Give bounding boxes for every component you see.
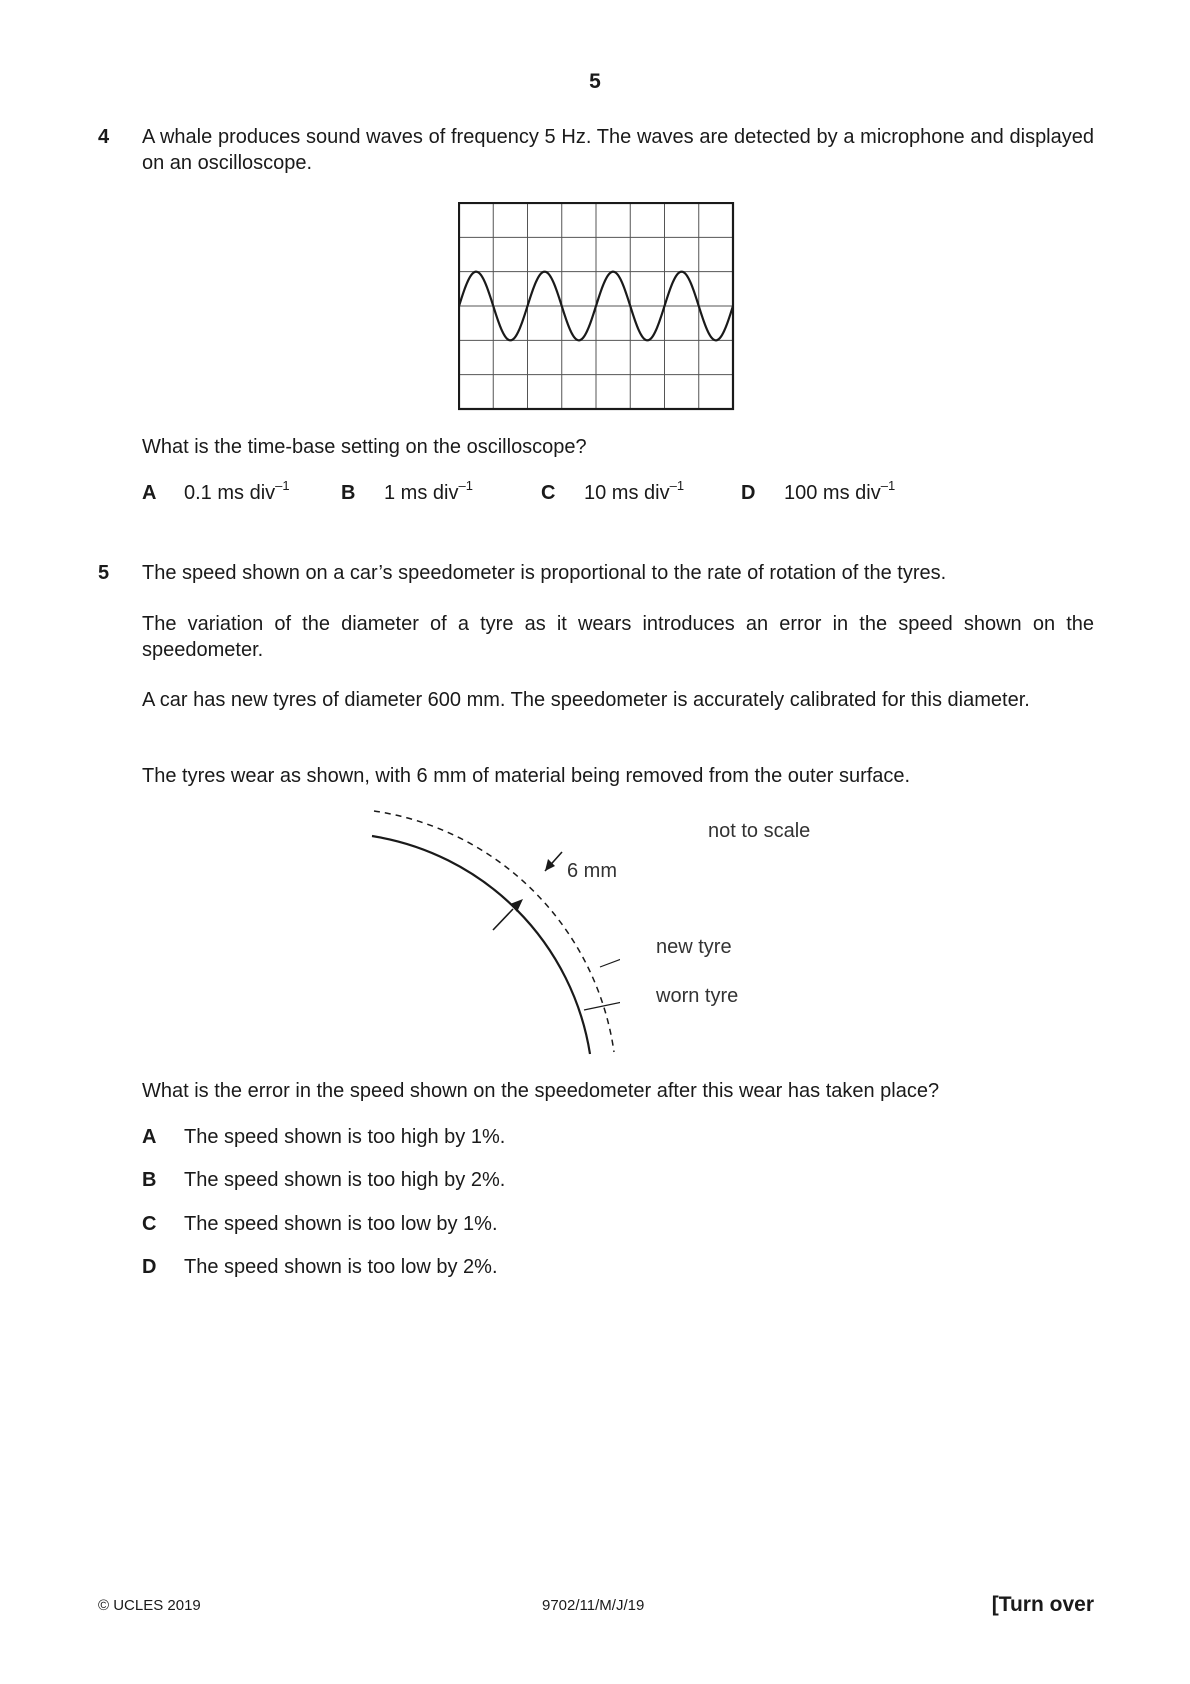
q5-option-letter: B — [142, 1169, 157, 1191]
q5-option-letter: C — [142, 1213, 157, 1235]
q4-option-b[interactable] — [341, 482, 355, 505]
q4-option-letter: B — [341, 482, 356, 504]
q5-option-c-text: The speed shown is too low by 1%. — [184, 1213, 498, 1235]
new-tyre-leader — [600, 946, 620, 967]
question-5-number: 5 — [98, 562, 110, 584]
q5-option-b-text: The speed shown is too high by 2%. — [184, 1169, 506, 1191]
q4-option-c[interactable] — [541, 482, 555, 505]
question-5-para-4: The tyres wear as shown, with 6 mm of material being removed from the outer surface. — [142, 765, 911, 787]
dimension-arrow-inner — [493, 909, 513, 930]
q5-option-b[interactable] — [142, 1169, 156, 1192]
q4-option-letter: C — [541, 482, 556, 504]
q4-option-letter: A — [142, 482, 157, 504]
q5-option-d-text: The speed shown is too low by 2%. — [184, 1256, 498, 1278]
question-5-prompt: What is the error in the speed shown on the speedometer after this wear has taken place? — [142, 1080, 940, 1102]
not-to-scale-note: not to scale — [708, 820, 811, 842]
q4-option-d[interactable] — [741, 482, 755, 505]
question-4-prompt: What is the time-base setting on the oscilloscope? — [142, 436, 587, 458]
page-number: 5 — [589, 70, 601, 93]
oscilloscope-screen — [458, 202, 736, 412]
q5-option-a[interactable] — [142, 1126, 156, 1149]
worn-tyre-outline — [372, 836, 590, 1054]
footer-copyright: © UCLES 2019 — [98, 1597, 201, 1614]
q5-option-a-text: The speed shown is too high by 1%. — [184, 1126, 506, 1148]
q4-option-a-value: 0.1 ms div$^{-1}$ — [184, 478, 290, 504]
q4-option-c-value: 10 ms div$^{-1}$ — [584, 478, 685, 504]
q5-option-c[interactable] — [142, 1213, 156, 1236]
question-5-para-2: The variation of the diameter of a tyre as it wears introduces an error in the speed shown on the speedometer. — [142, 613, 1094, 661]
question-4-stem: A whale produces sound waves of frequency 5 Hz. The waves are detected by a microphone and displayed on an oscilloscope. — [142, 126, 1094, 174]
turn-over-label: [Turn over — [991, 1593, 1094, 1616]
q4-option-letter: D — [741, 482, 756, 504]
q4-option-b-value: 1 ms div$^{-1}$ — [384, 478, 473, 504]
q5-option-d[interactable] — [142, 1256, 156, 1279]
tyre-wear-diagram — [360, 805, 620, 1065]
footer-paper-code: 9702/11/M/J/19 — [542, 1597, 645, 1614]
question-5-para-3: A car has new tyres of diameter 600 mm. The speedometer is accurately calibrated for this diameter. — [142, 689, 1030, 711]
q4-option-d-value: 100 ms div$^{-1}$ — [784, 478, 896, 504]
q5-option-letter: D — [142, 1256, 157, 1278]
new-tyre-label: new tyre — [656, 936, 732, 958]
new-tyre-outline — [374, 811, 614, 1052]
question-5-para-1: The speed shown on a car’s speedometer is proportional to the rate of rotation of the tyres. — [142, 562, 947, 584]
q4-option-a[interactable] — [142, 482, 156, 505]
worn-tyre-label: worn tyre — [656, 985, 739, 1007]
q5-option-letter: A — [142, 1126, 157, 1148]
question-4-number: 4 — [98, 126, 110, 148]
dimension-label: 6 mm — [567, 860, 617, 882]
